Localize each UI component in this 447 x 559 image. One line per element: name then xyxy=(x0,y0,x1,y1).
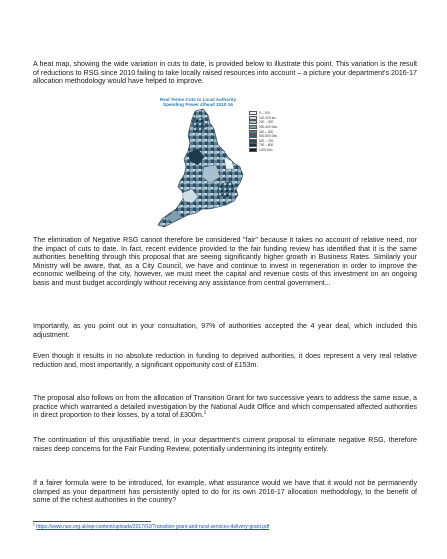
paragraph-opportunity-cost: Even though it results in no absolute reduction in funding to deprived authorities, it does represent a very real relative reduction and, most importantly, a significant opportunity cost of £153m. xyxy=(33,352,417,369)
heat-map-legend xyxy=(249,111,285,152)
legend-label: 700 – 800 xyxy=(259,143,274,148)
legend-label: 100-200 Inc. xyxy=(259,115,277,120)
legend-swatch xyxy=(249,134,257,138)
heat-map-figure xyxy=(148,97,286,233)
paragraph-transition-grant xyxy=(33,394,417,420)
footnote-number: 2 xyxy=(33,522,35,527)
footnote-link[interactable]: https://www.nao.org.uk/wp-content/uploads/2017/02/Transition-grant-and-rural-services-delivery-grant.pdf xyxy=(36,524,270,530)
footnote-separator xyxy=(33,521,151,522)
legend-item xyxy=(249,148,285,153)
legend-swatch xyxy=(249,125,257,129)
legend-swatch xyxy=(249,148,257,152)
heat-map-title-line2: Spending Power £/head 2010-16 xyxy=(163,102,233,108)
paragraph-four-year-deal: Importantly, as you point out in your consultation, 97% of authorities accepted the 4 year deal, which included this adjustment. xyxy=(33,322,417,339)
footnote xyxy=(33,524,269,530)
legend-swatch xyxy=(249,143,257,147)
paragraph-unjustifiable-trend: The continuation of this unjustifiable trend, in your department's current proposal to eliminate negative RSG, therefore raises deep concerns for the Fair Funding Review, potentially undermining its integrity entirely. xyxy=(33,436,417,453)
legend-swatch xyxy=(249,139,257,143)
legend-label: 200 – 300 xyxy=(259,120,274,125)
legend-swatch xyxy=(249,111,257,115)
england-heat-map xyxy=(148,97,248,233)
paragraph-transition-grant-text: The proposal also follows on from the allocation of Transition Grant for two successive years to address the same issue, a practice which warranted a detailed investigation by the National Audit Office and which compensated affected authorities in direct proportion to their losses, by a total of £300m. xyxy=(33,394,417,420)
footnote-reference: 2 xyxy=(203,409,207,415)
legend-label: 0 – 100 xyxy=(259,111,270,116)
legend-swatch xyxy=(249,130,257,134)
legend-swatch xyxy=(249,116,257,120)
legend-label: 400 – 500 xyxy=(259,129,274,134)
legend-label: 1000 Dec. xyxy=(259,148,274,153)
heat-map-title-line1: Real Terms Cuts to Local Authority xyxy=(159,97,237,102)
paragraph-negative-rsg: The elimination of Negative RSG cannot therefore be considered "fair" because it takes no account of relative need, nor the impact of cuts to date. In fact, recent evidence provided to the fair funding review has identified that it is the same authorities benefiting through this proposal that are seeing significantly higher growth in Business Rates. Similarly your Ministry will be aware, that, as a City Council, we have and continue to invest in regeneration in order to improve the economic wellbeing of the city, however, we must meet the capital and revenue costs of this investment on an ongoing basis and must budget accordingly without receiving any assistance from central government... xyxy=(33,236,417,287)
legend-label: 300-400 Dec. xyxy=(259,125,279,130)
legend-label: 500-600 Dec. xyxy=(259,134,279,139)
paragraph-fairer-formula: If a fairer formula were to be introduced, for example, what assurance would we have that it would not be permanently clamped as your department has persistently opted to do for its own 2016-17 allocation methodology, to the benefit of some of the richest authorities in the country? xyxy=(33,479,417,505)
paragraph-heat-map-intro: A heat map, showing the wide variation in cuts to date, is provided below to illustrate this point. This variation is the result of reductions to RSG since 2010 failing to take locally raised resources into account – a picture your department's 2016-17 allocation methodology would have helped to improve. xyxy=(33,60,417,86)
heat-map-title xyxy=(148,97,248,108)
legend-label: 600 – 700 xyxy=(259,138,274,143)
legend-swatch xyxy=(249,120,257,124)
